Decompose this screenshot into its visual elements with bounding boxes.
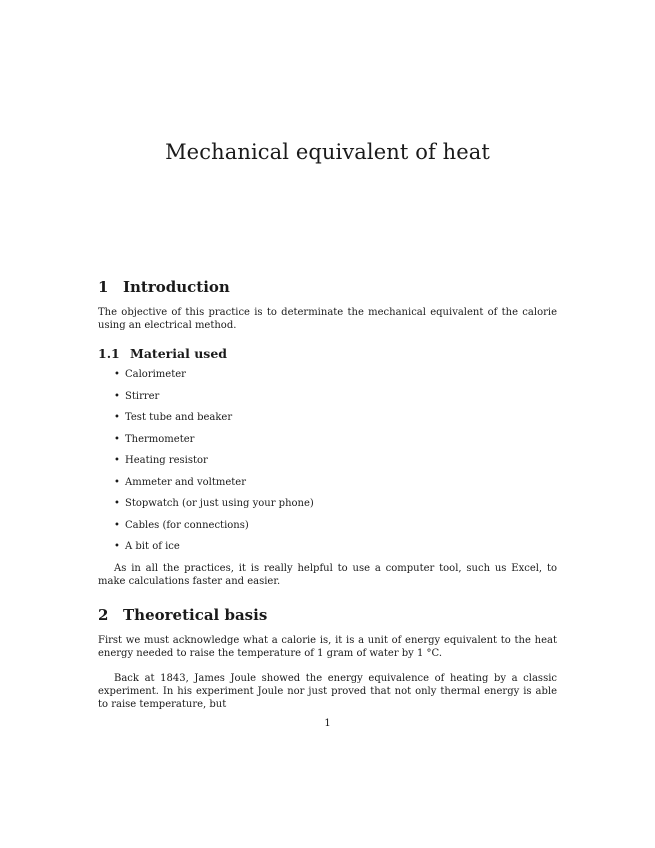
- intro-paragraph: The objective of this practice is to determinate the mechanical equivalent of the calorie using an electrical method.: [98, 307, 557, 331]
- list-item: • Cables (for connections): [114, 519, 249, 531]
- page-number: 1: [324, 718, 331, 729]
- list-item: • Thermometer: [114, 433, 195, 445]
- section-number: 1: [98, 278, 109, 296]
- bullet-icon: •: [114, 476, 120, 488]
- list-item: • Heating resistor: [114, 455, 208, 466]
- list-item: • Calorimeter: [114, 369, 186, 380]
- subsection-number: 1.1: [98, 346, 120, 361]
- section-heading-introduction: [98, 278, 230, 296]
- bullet-icon: •: [114, 455, 120, 466]
- bullet-icon: •: [114, 541, 120, 552]
- document-title: Mechanical equivalent of heat: [165, 140, 490, 164]
- list-item: • Stirrer: [114, 390, 160, 402]
- joule-history-paragraph: Back at 1843, James Joule showed the energy equivalence of heating by a classic experiment. In his experiment Joule nor just proved that not only thermal energy is able to raise temperature, but: [98, 673, 557, 710]
- section-number: 2: [98, 606, 109, 624]
- section-title: Introduction: [123, 278, 230, 296]
- section-title: Theoretical basis: [123, 606, 268, 624]
- subsection-title: Material used: [130, 346, 228, 361]
- calorie-definition-paragraph: First we must acknowledge what a calorie is, it is a unit of energy equivalent to the heat energy needed to raise the temperature of 1 gram of water by 1 °C.: [98, 635, 557, 659]
- list-item: • A bit of ice: [114, 541, 180, 552]
- subsection-heading-material-used: [98, 346, 227, 361]
- bullet-icon: •: [114, 498, 120, 509]
- material-list: [114, 368, 314, 562]
- bullet-icon: •: [114, 433, 120, 445]
- bullet-icon: •: [114, 412, 120, 423]
- section-heading-theoretical-basis: [98, 606, 267, 624]
- bullet-icon: •: [114, 390, 120, 402]
- list-item: • Test tube and beaker: [114, 412, 233, 423]
- computer-tool-paragraph: As in all the practices, it is really helpful to use a computer tool, such us Excel, to make calculations faster and easier.: [98, 563, 557, 587]
- bullet-icon: •: [114, 519, 120, 531]
- bullet-icon: •: [114, 369, 120, 380]
- list-item: • Ammeter and voltmeter: [114, 476, 246, 488]
- list-item: • Stopwatch (or just using your phone): [114, 498, 314, 509]
